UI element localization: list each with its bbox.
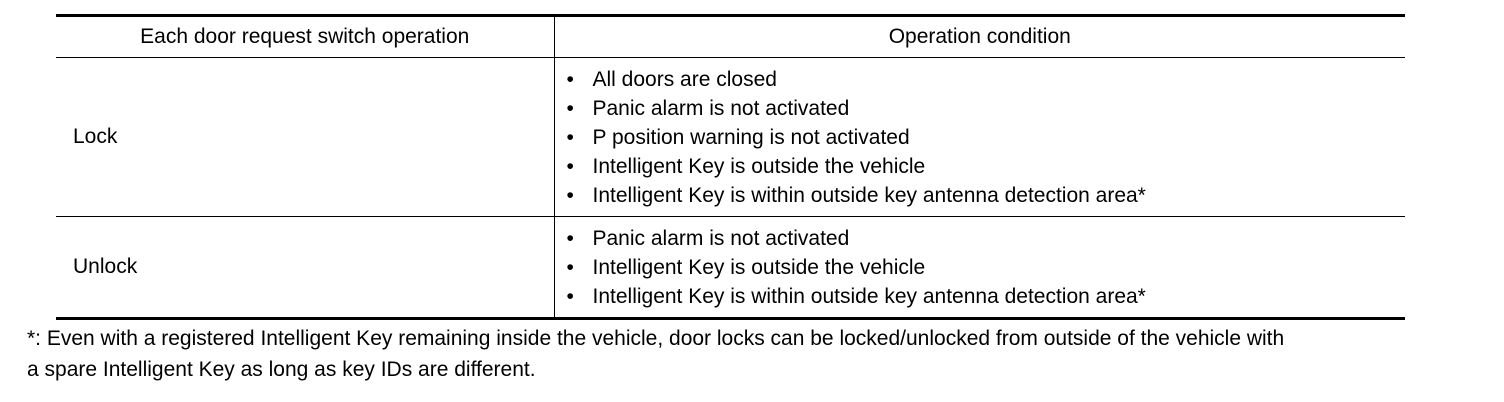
- condition-cell-unlock: [554, 217, 1405, 319]
- table: [56, 14, 1405, 320]
- bullet-icon: •: [566, 255, 574, 279]
- condition-text: P position warning is not activated: [592, 125, 910, 149]
- condition-text: Intelligent Key is within outside key antenna detection area*: [592, 284, 1146, 308]
- condition-text: Intelligent Key is outside the vehicle: [592, 255, 926, 279]
- condition-list: [567, 65, 1406, 210]
- list-item: [567, 253, 1406, 282]
- table-header-row: [56, 16, 1405, 58]
- header-operation-condition: Operation condition: [888, 25, 1071, 48]
- footnote: [27, 323, 1487, 385]
- table-row: [56, 58, 1405, 217]
- table-row: [56, 217, 1405, 319]
- condition-text: All doors are closed: [592, 67, 777, 91]
- footnote-line-2: a spare Intelligent Key as long as key IDs are different.: [27, 358, 536, 381]
- bullet-icon: •: [566, 154, 574, 178]
- bullet-icon: •: [566, 67, 574, 91]
- list-item: [567, 224, 1406, 253]
- operation-condition-table: [56, 14, 1405, 320]
- list-item: [567, 123, 1406, 152]
- list-item: [567, 94, 1406, 123]
- condition-text: Panic alarm is not activated: [592, 96, 850, 120]
- footnote-line-1: *: Even with a registered Intelligent Key remaining inside the vehicle, door locks can be locked/unlocked from outside of the vehicle with: [27, 327, 1285, 350]
- operation-cell-unlock: Unlock: [56, 217, 554, 319]
- bullet-icon: •: [566, 226, 574, 250]
- bullet-icon: •: [566, 183, 574, 207]
- bullet-icon: •: [566, 284, 574, 308]
- condition-text: Panic alarm is not activated: [592, 226, 850, 250]
- bullet-icon: •: [566, 96, 574, 120]
- list-item: [567, 65, 1406, 94]
- condition-cell-lock: [554, 58, 1405, 217]
- condition-list: [567, 224, 1406, 311]
- list-item: [567, 282, 1406, 311]
- operation-cell-lock: Lock: [56, 58, 554, 217]
- condition-text: Intelligent Key is outside the vehicle: [592, 154, 926, 178]
- list-item: [567, 152, 1406, 181]
- header-switch-operation: Each door request switch operation: [56, 16, 554, 58]
- condition-text: Intelligent Key is within outside key antenna detection area*: [592, 183, 1146, 207]
- bullet-icon: •: [566, 125, 574, 149]
- list-item: [567, 181, 1406, 210]
